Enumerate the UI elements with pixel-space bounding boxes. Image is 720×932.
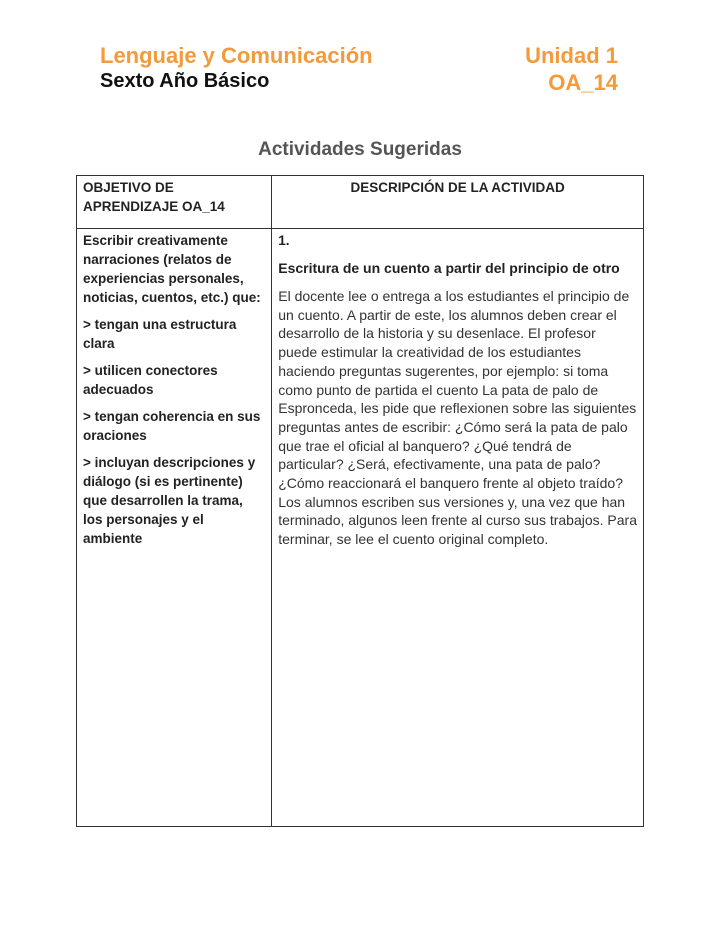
objective-code: OA_14: [548, 70, 618, 95]
activity-description: [278, 287, 637, 549]
objective-item: > incluyan descripciones y diálogo (si es pertinente) que desarrollen la trama, los personajes y el ambiente: [83, 455, 256, 546]
activities-table: [76, 175, 644, 827]
description-line: que trae el oficial al banquero? ¿Qué tendrá de: [278, 437, 572, 454]
header-line: OBJETIVO DE: [83, 180, 174, 195]
header-left: [100, 42, 373, 93]
description-line: preguntas antes de escribir: ¿Cómo será la pata de palo: [278, 418, 628, 435]
description-line: haciendo preguntas sugerentes, por ejemplo: si toma: [278, 362, 609, 379]
unit-label: Unidad 1: [525, 43, 618, 68]
header-right: [525, 42, 618, 96]
description-line: terminado, algunos leen frente al curso sus trabajos. Para: [278, 512, 637, 529]
header-line: APRENDIZAJE OA_14: [83, 199, 225, 214]
subject-title: Lenguaje y Comunicación: [100, 43, 373, 68]
activity-number: 1.: [278, 233, 290, 248]
description-line: terminar, se lee el cuento original completo.: [278, 531, 549, 548]
description-line: un cuento. A partir de este, los alumnos deben crear el: [278, 306, 617, 323]
description-line: particular? ¿Será, efectivamente, una pata de palo?: [278, 456, 601, 473]
description-line: ¿Cómo reaccionará el banquero frente al objeto traído?: [278, 475, 623, 492]
description-line: puede estimular la creatividad de los estudiantes: [278, 344, 581, 361]
objective-item: > utilicen conectores adecuados: [83, 363, 218, 397]
table-header-row: [77, 176, 644, 229]
objective-item: Escribir creativamente narraciones (relatos de experiencias personales, noticias, cuentos, etc.) que:: [83, 233, 261, 305]
description-line: desarrollo de la historia y su desenlace. El profesor: [278, 325, 596, 342]
description-header: DESCRIPCIÓN DE LA ACTIVIDAD: [272, 176, 644, 229]
objective-item: > tengan una estructura clara: [83, 317, 237, 351]
description-line: Los alumnos escriben sus versiones y, una vez que han: [278, 493, 626, 510]
grade-title: Sexto Año Básico: [100, 70, 270, 92]
objective-cell: [77, 229, 272, 827]
activity-title: Escritura de un cuento a partir del principio de otro: [278, 260, 620, 276]
description-line: El docente lee o entrega a los estudiantes el principio de: [278, 288, 630, 304]
objective-header: [77, 176, 272, 229]
objective-item: > tengan coherencia en sus oraciones: [83, 409, 261, 443]
description-line: como punto de partida el cuento La pata de palo de: [278, 381, 599, 398]
section-title: Actividades Sugeridas: [258, 139, 462, 160]
description-cell: [272, 229, 644, 827]
table-row: [77, 229, 644, 827]
description-line: Espronceda, les pide que reflexionen sobre las siguientes: [278, 400, 637, 417]
